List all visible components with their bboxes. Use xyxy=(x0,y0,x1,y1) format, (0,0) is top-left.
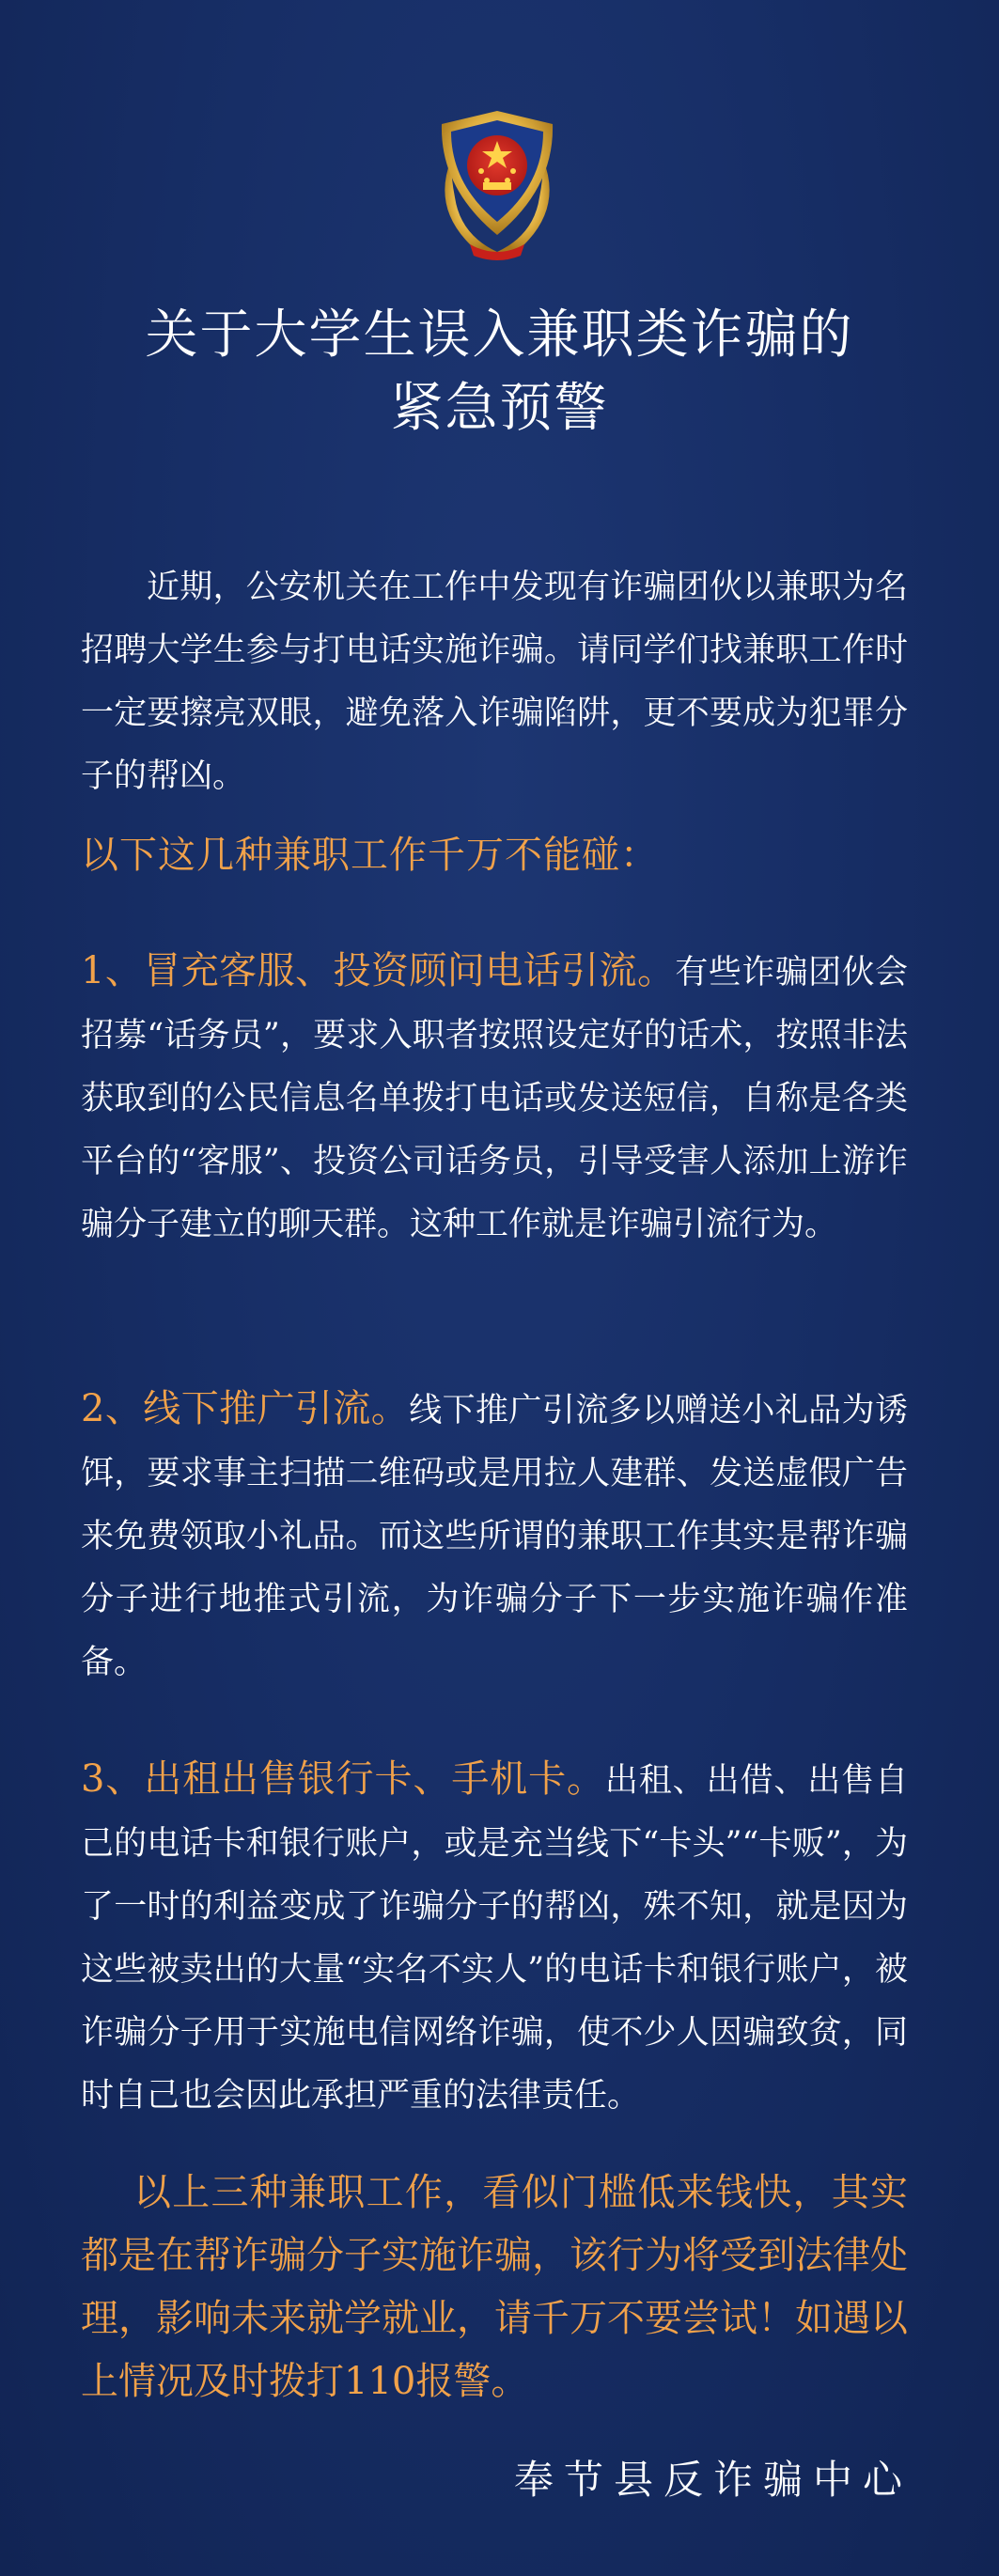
conclusion-paragraph: 以上三种兼职工作，看似门槛低来钱快，其实都是在帮诈骗分子实施诈骗，该行为将受到法律处理，影响未来就学就业，请千万不要尝试！如遇以上情况及时拨打110报警。 xyxy=(81,2171,908,2403)
item-2 xyxy=(81,1378,908,1694)
item-1-title: 1、冒充客服、投资顾问电话引流。 xyxy=(81,949,676,992)
signature: 奉节县反诈骗中心 xyxy=(513,2457,913,2503)
item-3-title: 3、出租出售银行卡、手机卡。 xyxy=(81,1757,605,1801)
item-3-body: 出租、出借、出售自己的电话卡和银行账户，或是充当线下“卡头”“卡贩”，为了一时的利益变成了诈骗分子的帮凶，殊不知，就是因为这些被卖出的大量“实名不实人”的电话卡和银行账户，被诈骗分子用于实施电信网络诈骗，使不少人因骗致贫，同时自己也会因此承担严重的法律责任。 xyxy=(81,1762,908,2115)
intro-paragraph: 近期，公安机关在工作中发现有诈骗团伙以兼职为名招聘大学生参与打电话实施诈骗。请同学们找兼职工作时一定要擦亮双眼，避免落入诈骗陷阱，更不要成为犯罪分子的帮凶。 xyxy=(81,569,908,795)
item-1-body: 有些诈骗团伙会招募“话务员”，要求入职者按照设定好的话术，按照非法获取到的公民信息名单拨打电话或发送短信，自称是各类平台的“客服”、投资公司话务员，引导受害人添加上游诈骗分子建立的聊天群。这种工作就是诈骗引流行为。 xyxy=(81,954,908,1243)
title-line-1: 关于大学生误入兼职类诈骗的 xyxy=(145,304,854,366)
item-2-title: 2、线下推广引流。 xyxy=(81,1387,410,1430)
police-emblem-icon xyxy=(423,103,571,263)
item-2-body: 线下推广引流多以赠送小礼品为诱饵，要求事主扫描二维码或是用拉人建群、发送虚假广告来免费领取小礼品。而这些所谓的兼职工作其实是帮诈骗分子进行地推式引流，为诈骗分子下一步实施诈骗作准备。 xyxy=(81,1392,908,1681)
warning-heading: 以下这几种兼职工作千万不能碰： xyxy=(81,834,659,877)
item-3 xyxy=(81,1748,908,2128)
item-1 xyxy=(81,940,908,1257)
page-title xyxy=(0,299,999,445)
title-line-2: 紧急预警 xyxy=(390,378,609,439)
